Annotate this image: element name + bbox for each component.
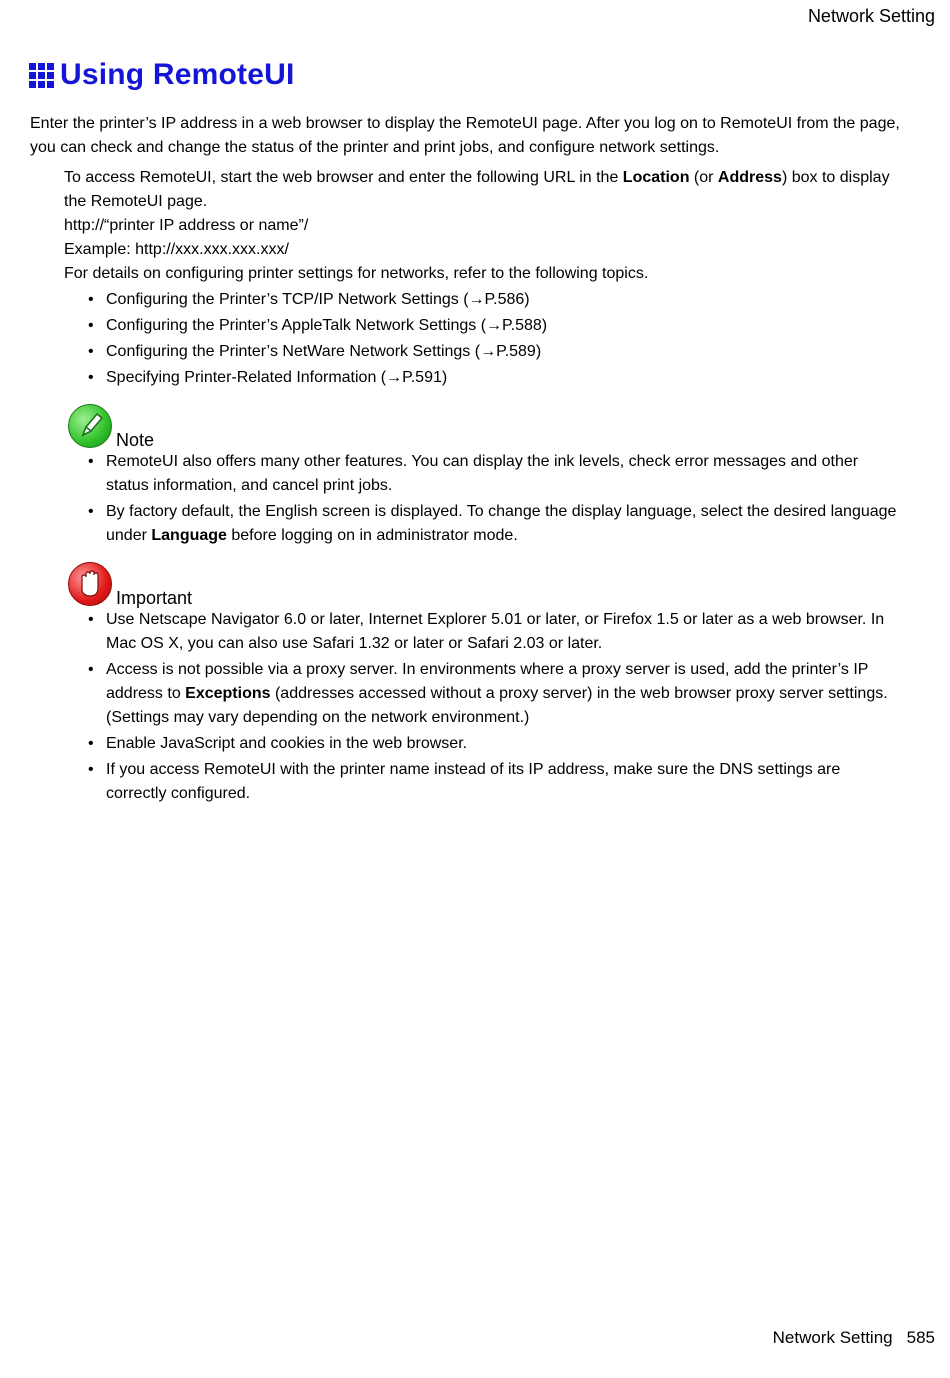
access-text-3: ) box to display the RemoteUI page. (64, 169, 890, 210)
access-text-1: To access RemoteUI, start the web browser and enter the following URL in the (64, 169, 623, 186)
location-term: Location (622, 169, 690, 186)
exceptions-term: Exceptions (185, 685, 271, 702)
important-text: Access is not possible via a proxy server. In environments where a proxy server is used, add the printer’s IP address to (106, 661, 869, 702)
note-list (64, 450, 904, 548)
page-title: Using RemoteUI (60, 58, 295, 91)
address-term: Address (717, 169, 782, 186)
link-netware[interactable]: • Configuring the Printer’s NetWare Network Settings (→P.589) (64, 340, 904, 364)
important-item: • Use Netscape Navigator 6.0 or later, Internet Explorer 5.01 or later, or Firefox 1.5 or later as a web browser. In Mac OS X, you can also use Safari 1.32 or later or Safari 2.03 or later. (64, 608, 904, 656)
url-example: Example: http://xxx.xxx.xxx.xxx/ (64, 241, 289, 258)
main-body (64, 166, 904, 806)
important-heading (64, 562, 904, 606)
note-item: • RemoteUI also offers many other features. You can display the ink levels, check error messages and other status information, and cancel print jobs. (64, 450, 904, 498)
note-text: By factory default, the English screen is displayed. To change the display language, select the desired language under (106, 503, 897, 544)
note-label: Note (116, 430, 155, 450)
access-text-2: (or (689, 169, 718, 186)
pencil-icon (68, 404, 112, 448)
note-heading (64, 404, 904, 448)
link-appletalk[interactable]: • Configuring the Printer’s AppleTalk Network Settings (→P.588) (64, 314, 904, 338)
running-header: Network Setting (807, 6, 935, 26)
important-item (64, 658, 904, 730)
running-footer (773, 1328, 935, 1348)
page-number: 585 (906, 1328, 935, 1347)
language-term: Language (151, 527, 227, 544)
important-item: • If you access RemoteUI with the printer name instead of its IP address, make sure the DNS settings are correctly configured. (64, 758, 904, 806)
note-text: before logging on in administrator mode. (226, 527, 518, 544)
link-tcpip[interactable]: • Configuring the Printer’s TCP/IP Network Settings (→P.586) (64, 288, 904, 312)
important-text: (addresses accessed without a proxy server) in the web browser proxy server settings. (Settings may vary depending on the network environment.) (106, 685, 888, 726)
url-format: http://“printer IP address or name”/ (64, 217, 309, 234)
details-intro: For details on configuring printer settings for networks, refer to the following topics. (64, 265, 649, 282)
title-row (29, 58, 295, 92)
important-label: Important (116, 588, 193, 608)
important-item: • Enable JavaScript and cookies in the web browser. (64, 732, 904, 756)
grid-icon (29, 63, 54, 88)
important-list (64, 608, 904, 806)
hand-icon (68, 562, 112, 606)
access-instructions (64, 166, 904, 214)
note-item (64, 500, 904, 548)
link-printer-info[interactable]: • Specifying Printer-Related Information (→P.591) (64, 366, 904, 390)
intro-paragraph: Enter the printer’s IP address in a web browser to display the RemoteUI page. After you log on to RemoteUI from the page, you can check and change the status of the printer and print jobs, and configure network settings. (30, 115, 900, 156)
footer-section: Network Setting (772, 1328, 893, 1347)
topic-links (64, 288, 904, 390)
